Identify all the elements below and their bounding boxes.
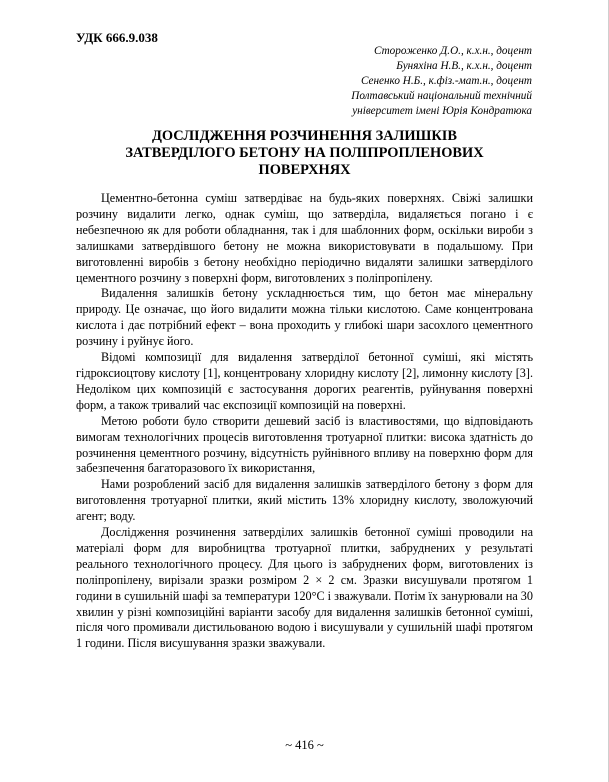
affiliation-line: Полтавський національний технічний (351, 90, 532, 102)
article-title (76, 128, 533, 179)
paragraph: Видалення залишків бетону ускладнюється тим, що бетон має мінеральну природу. Це означає, що його видалити можна тільки кислотою. Саме концентрована кислота і дає потрібний ефект – вона проходить у глибокі шари засохлого цементного розчину і руйнує його. (76, 286, 533, 349)
paragraph: Відомі композиції для видалення затверділої бетонної суміші, які містять гідроксиоцтову кислоту [1], концентровану хлоридну кислоту [2], лимонну кислоту [3]. Недоліком цих композицій є застосування дорогих реагентів, руйнування поверхні форм, а також тривалий час експозиції композицій на поверхні. (76, 350, 533, 412)
page-number: ~ 416 ~ (285, 738, 324, 752)
title-line: ПОВЕРХНЯХ (258, 162, 351, 178)
affiliation-line: університет імені Юрія Кондратюка (352, 105, 532, 117)
paragraph: Нами розроблений засіб для видалення залишків затверділого бетону з форм для виготовлення тротуарної плитки, який містить 13% хлоридну кислоту, зволожуючий агент; воду. (76, 477, 533, 524)
paragraph: Цементно-бетонна суміш затвердіває на будь-яких поверхнях. Свіжі залишки розчину видалити легко, однак суміш, що затверділа, видаляється погано і є небезпечною як для роботи обладнання, так і для шаблонних форм, оскільки вироби з залишками затвердівшого бетону не можна використовувати в подальшому. При виготовленні виробів з бетону необхідно періодично видаляти залишки затверділого цементного розчину з поверхні форм, виготовлених з поліпропілену. (76, 191, 533, 285)
author-block (232, 44, 532, 119)
article-body (76, 191, 533, 652)
title-line: ЗАТВЕРДІЛОГО БЕТОНУ НА ПОЛІПРОПЛЕНОВИХ (125, 145, 484, 161)
author-line: Буняхіна Н.В., к.х.н., доцент (396, 60, 532, 72)
paragraph: Дослідження розчинення затверділих залишків бетонної суміші проводили на матеріалі форм для виробництва тротуарної плитки, забруднених у результаті реального технологічного процесу. Для цього із забруднених форм, виготовлених із поліпропілену, вирізали зразки розміром 2 × 2 см. Зразки висушували протягом 1 години в сушильній шафі за температури 120°С і зважували. Потім їх занурювали на 30 хвилин у різні композиційні варіанти засобу для видалення залишків бетонної суміші, після чого промивали дистильованою водою і висушували у сушильній шафі протягом 1 години. Після висушування зразки зважували. (76, 525, 533, 651)
title-line: ДОСЛІДЖЕННЯ РОЗЧИНЕННЯ ЗАЛИШКІВ (152, 128, 457, 144)
udk-code: УДК 666.9.038 (76, 30, 158, 45)
paragraph: Метою роботи було створити дешевий засіб із властивостями, що відповідають вимогам технологічних процесів виготовлення тротуарної плитки: висока здатність до розчинення цементного розчину, відсутність руйнівного впливу на поверхню форм для забезпечення багаторазового їх використання, (76, 413, 533, 476)
author-line: Сененко Н.Б., к.фіз.-мат.н., доцент (360, 75, 532, 87)
author-line: Стороженко Д.О., к.х.н., доцент (373, 45, 532, 57)
